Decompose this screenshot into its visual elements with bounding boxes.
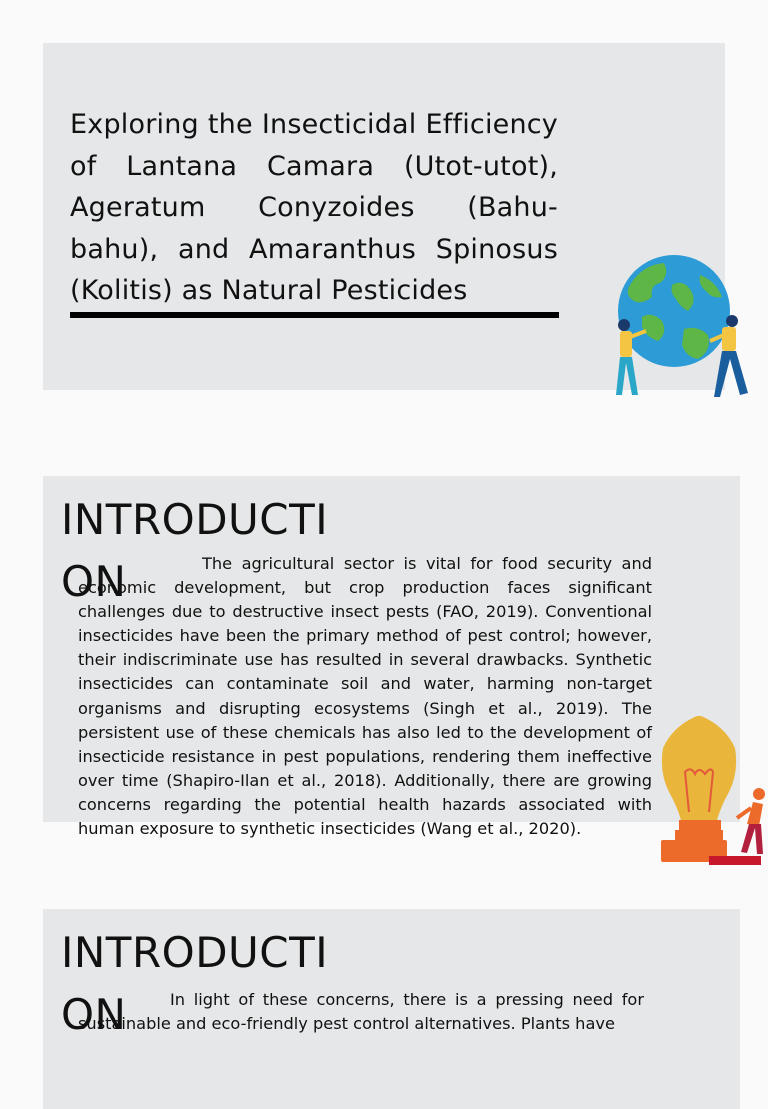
section-heading-2: INTRODUCTION (61, 928, 329, 1039)
section-body-2: In light of these concerns, there is a pressing need for sustainable and eco-friendly pest control alternatives. Plants have (78, 990, 644, 1034)
lightbulb-with-person-illustration (655, 712, 768, 867)
section-heading: INTRODUCTION (61, 495, 329, 606)
people-holding-globe-illustration (612, 255, 752, 403)
section-body: The agricultural sector is vital for food security and economic development, but crop production faces significant challenges due to destructive insect pests (FAO, 2019). Conventional insecticides have been the primary method of pest control; however, their indiscriminate use has resulted in several drawbacks. Synthetic insecticides can contaminate soil and water, harming non-target organisms and disrupting ecosystems (Singh et al., 2019). The persistent use of these chemicals has also led to the development of insecticide resistance in pest populations, rendering them ineffective over time (Shapiro-Ilan et al., 2018). Additionally, there are growing concerns regarding the potential health hazards associated with human exposure to synthetic insecticides (Wang et al., 2020). (78, 554, 652, 839)
document-title: Exploring the Insecticidal Efficiency of Lantana Camara (Utot-utot), Ageratum Conyzoides (Bahu-bahu), and Amaranthus Spinosus (Kolitis) as Natural Pesticides (70, 109, 558, 306)
title-underline-rule (70, 312, 559, 318)
